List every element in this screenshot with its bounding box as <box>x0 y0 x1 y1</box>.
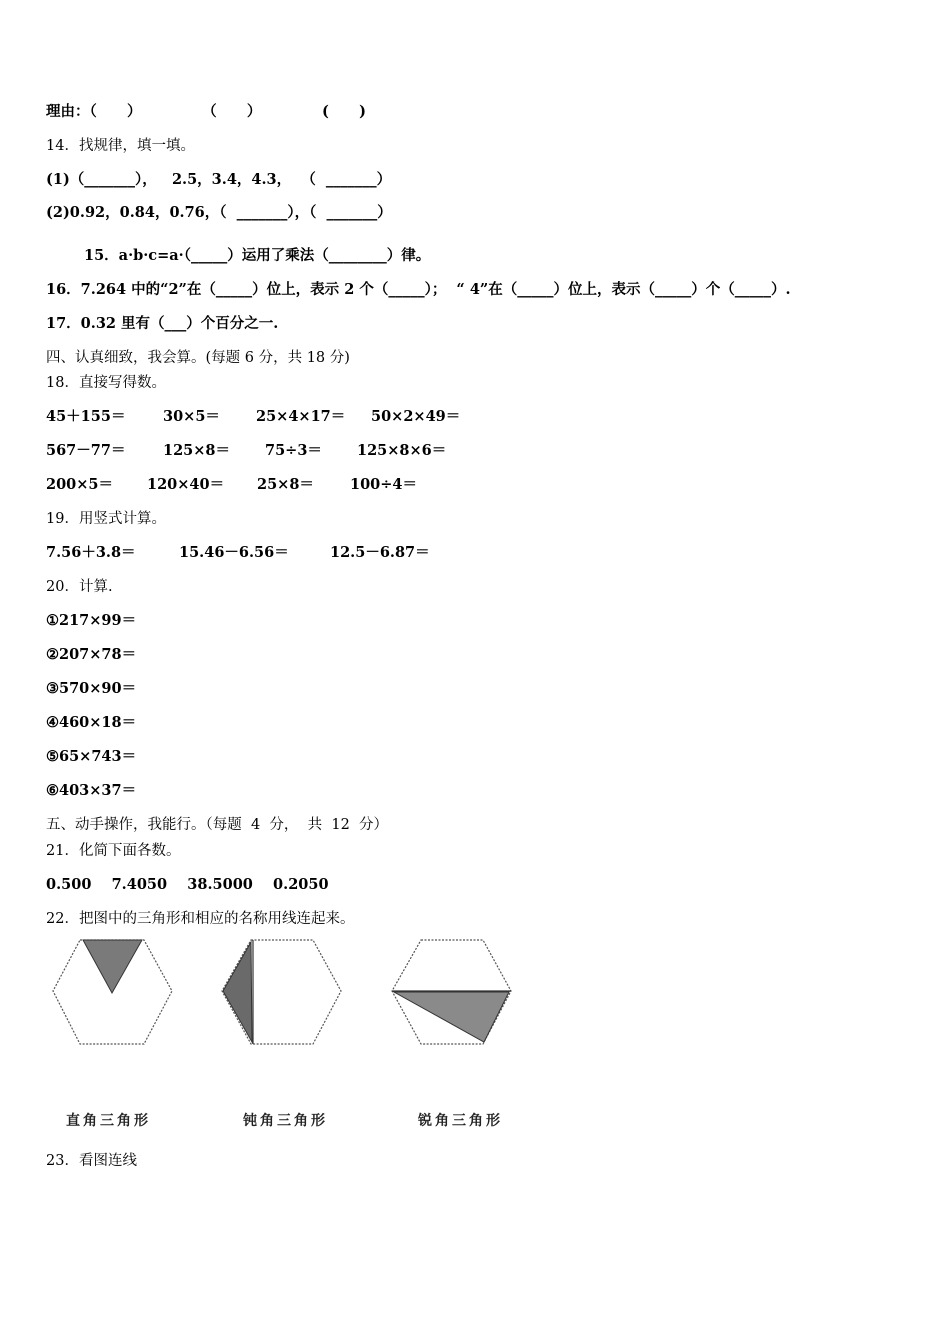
hexagon-figure-2 <box>219 938 345 1048</box>
q20-title: 20．计算. <box>46 579 113 595</box>
q20-item: ④460×18＝ <box>46 714 137 731</box>
triangle-shaded <box>394 992 509 1042</box>
q18-cell: 100÷4＝ <box>350 476 418 493</box>
q21-title: 21．化简下面各数。 <box>46 843 181 859</box>
hexagon-figure-1 <box>50 938 176 1048</box>
q18-cell: 200×5＝ <box>46 476 114 493</box>
q20-item: ②207×78＝ <box>46 646 137 663</box>
q18-cell: 50×2×49＝ <box>371 408 461 425</box>
q18-cell: 25×8＝ <box>257 476 314 493</box>
q18-title: 18．直接写得数。 <box>46 375 166 391</box>
q14-title: 14．找规律，填一填。 <box>46 138 195 154</box>
q19-title: 19．用竖式计算。 <box>46 511 166 527</box>
q16-line: 16．7.264 中的“2”在（_____）位上，表示 2 个（_____）； “ 4”在（_____）位上，表示（_____）个（_____）. <box>46 281 791 298</box>
q19-cell: 7.56＋3.8＝ <box>46 544 136 561</box>
q18-cell: 125×8＝ <box>163 442 231 459</box>
q23-title: 23．看图连线 <box>46 1153 137 1169</box>
figure-label-acute-triangle: 锐角三角形 <box>418 1113 503 1129</box>
triangle-shaded <box>223 942 252 1042</box>
q18-cell: 125×8×6＝ <box>357 442 447 459</box>
q17-line: 17．0.32 里有（___）个百分之一. <box>46 315 279 332</box>
figure-label-right-triangle: 直角三角形 <box>66 1113 151 1129</box>
section5-heading: 五、动手操作，我能行。（每题 4 分， 共 12 分） <box>46 817 389 833</box>
q14-part1: (1)（_______）， 2.5，3.4，4.3， （ _______） <box>46 171 392 188</box>
q18-cell: 25×4×17＝ <box>256 408 346 425</box>
q21-items: 0.500 7.4050 38.5000 0.2050 <box>46 876 329 893</box>
q20-item: ⑤65×743＝ <box>46 748 137 765</box>
hexagon-figure-3 <box>389 938 515 1048</box>
triangle-shaded <box>83 940 142 993</box>
q18-cell: 75÷3＝ <box>265 442 322 459</box>
reason-line: 理由：（ ） （ ） ( ) <box>46 103 366 120</box>
q18-cell: 567－77＝ <box>46 442 126 459</box>
q18-cell: 120×40＝ <box>147 476 225 493</box>
q20-item: ⑥403×37＝ <box>46 782 137 799</box>
q20-item: ③570×90＝ <box>46 680 137 697</box>
section4-heading: 四、认真细致，我会算。(每题 6 分，共 18 分) <box>46 350 350 366</box>
q15-line: 15．a·b·c=a·（_____）运用了乘法（________）律。 <box>84 247 431 264</box>
q19-cell: 12.5－6.87＝ <box>330 544 430 561</box>
q14-part2: (2)0.92，0.84，0.76，（ _______），（ _______） <box>46 204 392 221</box>
q19-cell: 15.46－6.56＝ <box>179 544 289 561</box>
q18-cell: 30×5＝ <box>163 408 220 425</box>
q18-cell: 45＋155＝ <box>46 408 126 425</box>
q20-item: ①217×99＝ <box>46 612 137 629</box>
figure-label-obtuse-triangle: 钝角三角形 <box>243 1113 328 1129</box>
q22-title: 22．把图中的三角形和相应的名称用线连起来。 <box>46 911 355 927</box>
